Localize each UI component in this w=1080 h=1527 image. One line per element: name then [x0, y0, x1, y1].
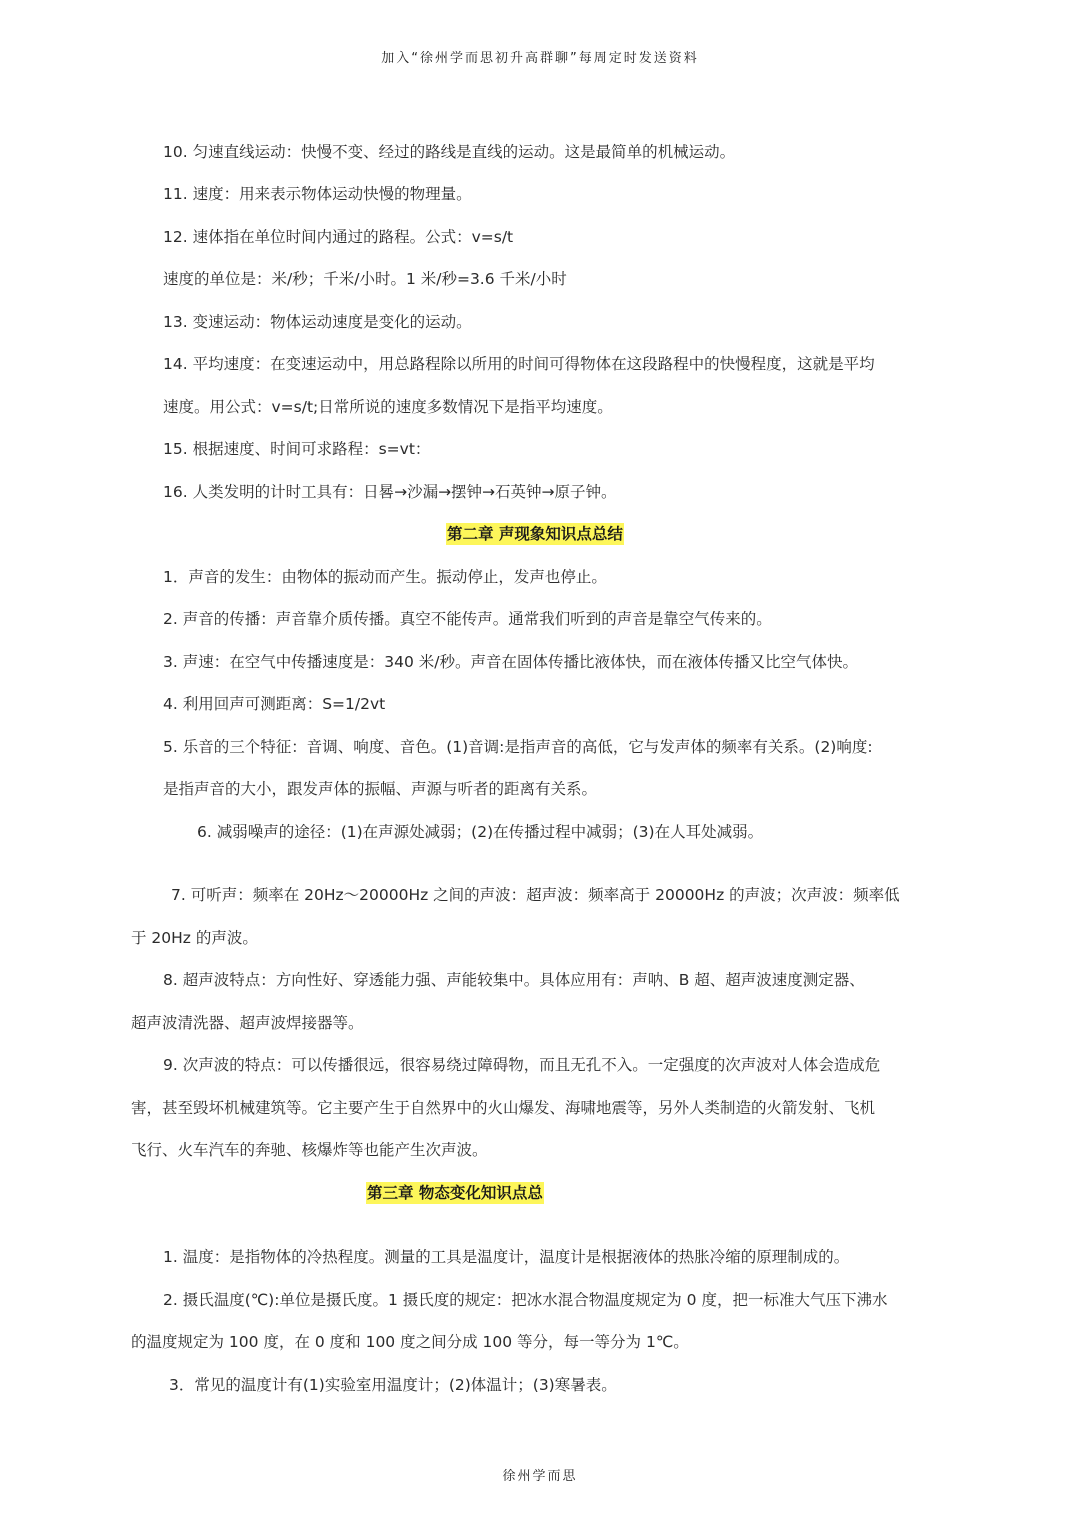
chapter1-item-12: 12. 速体指在单位时间内通过的路程。公式：v=s/t	[163, 228, 514, 246]
chapter2-item-5-cont: 是指声音的大小，跟发声体的振幅、声源与听者的距离有关系。	[163, 780, 598, 798]
chapter3-item-2-cont: 的温度规定为 100 度，在 0 度和 100 度之间分成 100 等分，每一等分为 1℃。	[131, 1333, 689, 1351]
chapter2-item-5: 5. 乐音的三个特征：音调、响度、音色。(1)音调:是指声音的高低，它与发声体的频率有关系。(2)响度:	[163, 738, 873, 756]
chapter2-item-9-cont-2: 飞行、火车汽车的奔驰、核爆炸等也能产生次声波。	[131, 1141, 488, 1159]
chapter1-item-16: 16. 人类发明的计时工具有：日晷→沙漏→摆钟→石英钟→原子钟。	[163, 483, 617, 501]
chapter2-item-3: 3. 声速：在空气中传播速度是：340 米/秒。声音在固体传播比液体快，而在液体传播又比空气体快。	[163, 653, 858, 671]
chapter2-item-9-cont-1: 害，甚至毁坏机械建筑等。它主要产生于自然界中的火山爆发、海啸地震等，另外人类制造的火箭发射、飞机	[131, 1099, 876, 1117]
chapter2-item-7-cont: 于 20Hz 的声波。	[131, 929, 258, 947]
page-header: 加入“徐州学而思初升高群聊”每周定时发送资料	[381, 51, 699, 66]
chapter2-heading: 第二章 声现象知识点总结	[447, 525, 623, 543]
chapter2-item-7: 7. 可听声：频率在 20Hz～20000Hz 之间的声波：超声波：频率高于 20000Hz 的声波；次声波：频率低	[171, 886, 900, 904]
page-footer: 徐州学而思	[502, 1469, 578, 1484]
chapter2-item-2: 2. 声音的传播：声音靠介质传播。真空不能传声。通常我们听到的声音是靠空气传来的。	[163, 610, 772, 628]
chapter1-item-12-units: 速度的单位是：米/秒；千米/小时。1 米/秒=3.6 千米/小时	[163, 270, 567, 288]
chapter2-item-6: 6. 减弱噪声的途径：(1)在声源处减弱；(2)在传播过程中减弱；(3)在人耳处减弱。	[197, 823, 764, 841]
chapter2-item-8-cont: 超声波清洗器、超声波焊接器等。	[131, 1014, 364, 1032]
chapter1-item-14: 14. 平均速度：在变速运动中，用总路程除以所用的时间可得物体在这段路程中的快慢程度，这就是平均	[163, 355, 875, 373]
chapter3-item-2: 2. 摄氏温度(℃):单位是摄氏度。1 摄氏度的规定：把冰水混合物温度规定为 0 度，把一标准大气压下沸水	[163, 1291, 888, 1309]
chapter1-item-13: 13. 变速运动：物体运动速度是变化的运动。	[163, 313, 472, 331]
chapter3-heading: 第三章 物态变化知识点总	[367, 1184, 543, 1202]
chapter1-item-10: 10. 匀速直线运动：快慢不变、经过的路线是直线的运动。这是最简单的机械运动。	[163, 143, 736, 161]
chapter1-item-11: 11. 速度：用来表示物体运动快慢的物理量。	[163, 185, 472, 203]
chapter1-item-15: 15. 根据速度、时间可求路程：s=vt：	[163, 440, 431, 458]
chapter2-item-9: 9. 次声波的特点：可以传播很远，很容易绕过障碍物，而且无孔不入。一定强度的次声波对人体会造成危	[163, 1056, 881, 1074]
chapter2-item-8: 8. 超声波特点：方向性好、穿透能力强、声能较集中。具体应用有：声呐、B 超、超声波速度测定器、	[163, 971, 865, 989]
chapter2-item-1: 1．声音的发生：由物体的振动而产生。振动停止，发声也停止。	[163, 568, 607, 586]
chapter3-item-3: 3．常见的温度计有(1)实验室用温度计；(2)体温计；(3)寒暑表。	[169, 1376, 617, 1394]
chapter1-item-14-cont: 速度。用公式：v=s/t;日常所说的速度多数情况下是指平均速度。	[163, 398, 613, 416]
chapter3-item-1: 1. 温度：是指物体的冷热程度。测量的工具是温度计，温度计是根据液体的热胀冷缩的原理制成的。	[163, 1248, 850, 1266]
chapter2-item-4: 4. 利用回声可测距离：S=1/2vt	[163, 695, 386, 713]
